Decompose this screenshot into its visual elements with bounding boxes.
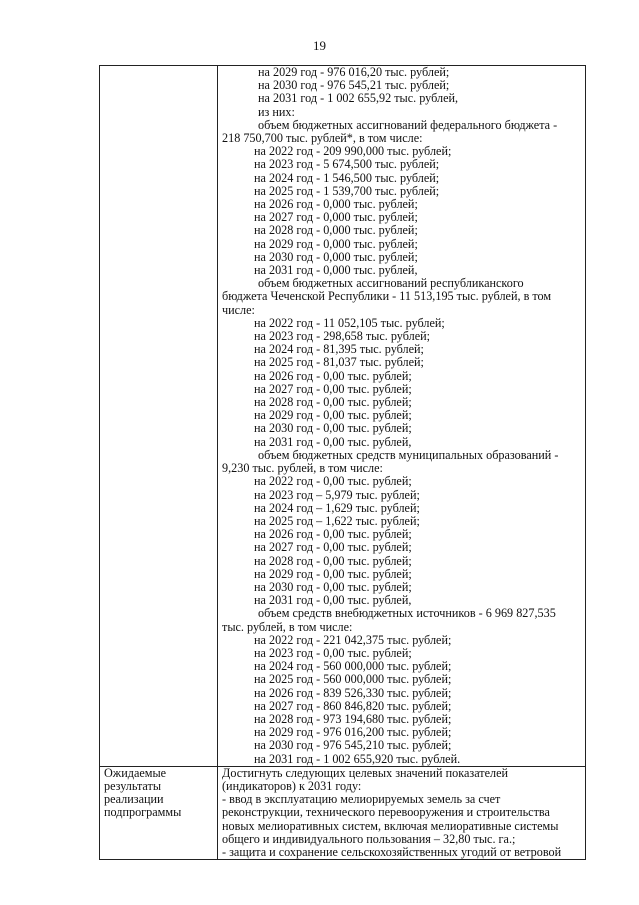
federal-total: 218 750,700 тыс. рублей*, в том числе: (222, 131, 423, 146)
republic-year-line: на 2024 год - 81,395 тыс. рублей; (254, 342, 424, 357)
offbudget-year-line: на 2030 год - 976 545,210 тыс. рублей; (254, 738, 452, 753)
funding-line: на 2031 год - 1 002 655,92 тыс. рублей, (258, 91, 459, 106)
offbudget-year-line: на 2024 год - 560 000,000 тыс. рублей; (254, 659, 452, 674)
federal-year-line: на 2024 год - 1 546,500 тыс. рублей; (254, 170, 440, 185)
federal-year-line: на 2028 год - 0,000 тыс. рублей; (254, 223, 418, 238)
offbudget-year-line: на 2022 год - 221 042,375 тыс. рублей; (254, 632, 452, 647)
offbudget-year-line: на 2031 год - 1 002 655,920 тыс. рублей. (254, 751, 461, 766)
offbudget-year-list (222, 634, 583, 766)
funding-line: на 2029 год - 976 016,20 тыс. рублей; (258, 65, 450, 79)
offbudget-year-line: на 2025 год - 560 000,000 тыс. рублей; (254, 672, 452, 687)
municipal-year-line: на 2026 год - 0,00 тыс. рублей; (254, 527, 412, 542)
results-line: общего и индивидуального пользования – 32,80 тыс. га.; (222, 831, 516, 846)
federal-year-line: на 2022 год - 209 990,000 тыс. рублей; (254, 144, 452, 159)
federal-year-line: на 2027 год - 0,000 тыс. рублей; (254, 210, 418, 225)
page-number: 19 (313, 38, 326, 53)
republic-year-line: на 2031 год - 0,00 тыс. рублей, (254, 434, 412, 449)
municipal-year-line: на 2027 год - 0,00 тыс. рублей; (254, 540, 412, 555)
funding-row (100, 66, 586, 767)
results-label-line: подпрограммы (104, 805, 182, 820)
results-line: - защита и сохранение сельскохозяйственных угодий от ветровой (222, 844, 562, 859)
municipal-year-line: на 2028 год - 0,00 тыс. рублей; (254, 553, 412, 568)
offbudget-year-line: на 2023 год - 0,00 тыс. рублей; (254, 645, 412, 660)
funding-top-lines (222, 66, 583, 119)
funding-content-cell (218, 66, 586, 767)
results-line: (индикаторов) к 2031 году: (222, 778, 362, 793)
republic-year-line: на 2025 год - 81,037 тыс. рублей; (254, 355, 424, 370)
republic-heading: объем бюджетных ассигнований республиканского (258, 276, 524, 291)
municipal-year-list (222, 475, 583, 607)
federal-year-line: на 2030 год - 0,000 тыс. рублей; (254, 249, 418, 264)
republic-year-line: на 2028 год - 0,00 тыс. рублей; (254, 395, 412, 410)
municipal-year-line: на 2023 год – 5,979 тыс. рублей; (254, 487, 420, 502)
results-line: реконструкции, технического перевооружения и строительства (222, 805, 550, 820)
offbudget-year-line: на 2028 год - 973 194,680 тыс. рублей; (254, 711, 452, 726)
federal-year-line: на 2023 год - 5 674,500 тыс. рублей; (254, 157, 440, 172)
federal-year-line: на 2031 год - 0,000 тыс. рублей, (254, 263, 418, 278)
municipal-year-line: на 2022 год - 0,00 тыс. рублей; (254, 474, 412, 489)
funding-line: из них: (258, 104, 295, 119)
municipal-total: 9,230 тыс. рублей, в том числе: (222, 461, 383, 476)
results-line: новых мелиоративных систем, включая мелиоративные системы (222, 818, 559, 833)
funding-label-cell (100, 66, 218, 767)
results-content-cell (218, 766, 586, 859)
federal-year-line: на 2026 год - 0,000 тыс. рублей; (254, 197, 418, 212)
republic-year-line: на 2026 год - 0,00 тыс. рублей; (254, 368, 412, 383)
republic-year-list (222, 317, 583, 449)
federal-year-list (222, 145, 583, 277)
offbudget-total: тыс. рублей, в том числе: (222, 619, 353, 634)
federal-heading: объем бюджетных ассигнований федерального бюджета - (258, 117, 558, 132)
results-line: Достигнуть следующих целевых значений показателей (222, 765, 509, 780)
results-row (100, 766, 586, 859)
results-label-line: реализации (104, 792, 164, 807)
federal-year-line: на 2029 год - 0,000 тыс. рублей; (254, 236, 418, 251)
republic-total: бюджета Чеченской Республики - 11 513,195 тыс. рублей, в том (222, 289, 552, 304)
offbudget-year-line: на 2027 год - 860 846,820 тыс. рублей; (254, 698, 452, 713)
results-label-line: результаты (104, 778, 162, 793)
republic-year-line: на 2022 год - 11 052,105 тыс. рублей; (254, 315, 445, 330)
municipal-year-line: на 2029 год - 0,00 тыс. рублей; (254, 566, 412, 581)
municipal-year-line: на 2024 год – 1,629 тыс. рублей; (254, 500, 420, 515)
republic-year-line: на 2023 год - 298,658 тыс. рублей; (254, 329, 431, 344)
republic-total-cont: числе: (222, 302, 255, 317)
republic-year-line: на 2027 год - 0,00 тыс. рублей; (254, 381, 412, 396)
municipal-heading: объем бюджетных средств муниципальных образований - (258, 447, 559, 462)
offbudget-heading: объем средств внебюджетных источников - 6 969 827,535 (258, 606, 556, 621)
results-label-line: Ожидаемые (104, 765, 167, 780)
subprogram-passport-table (99, 65, 586, 860)
municipal-year-line: на 2031 год - 0,00 тыс. рублей, (254, 593, 412, 608)
republic-year-line: на 2030 год - 0,00 тыс. рублей; (254, 421, 412, 436)
funding-line: на 2030 год - 976 545,21 тыс. рублей; (258, 78, 450, 93)
municipal-year-line: на 2025 год – 1,622 тыс. рублей; (254, 513, 420, 528)
republic-year-line: на 2029 год - 0,00 тыс. рублей; (254, 408, 412, 423)
results-label-cell (100, 766, 218, 859)
results-line: - ввод в эксплуатацию мелиорируемых земель за счет (222, 792, 501, 807)
offbudget-year-line: на 2026 год - 839 526,330 тыс. рублей; (254, 685, 452, 700)
federal-year-line: на 2025 год - 1 539,700 тыс. рублей; (254, 183, 440, 198)
offbudget-year-line: на 2029 год - 976 016,200 тыс. рублей; (254, 725, 452, 740)
municipal-year-line: на 2030 год - 0,00 тыс. рублей; (254, 579, 412, 594)
